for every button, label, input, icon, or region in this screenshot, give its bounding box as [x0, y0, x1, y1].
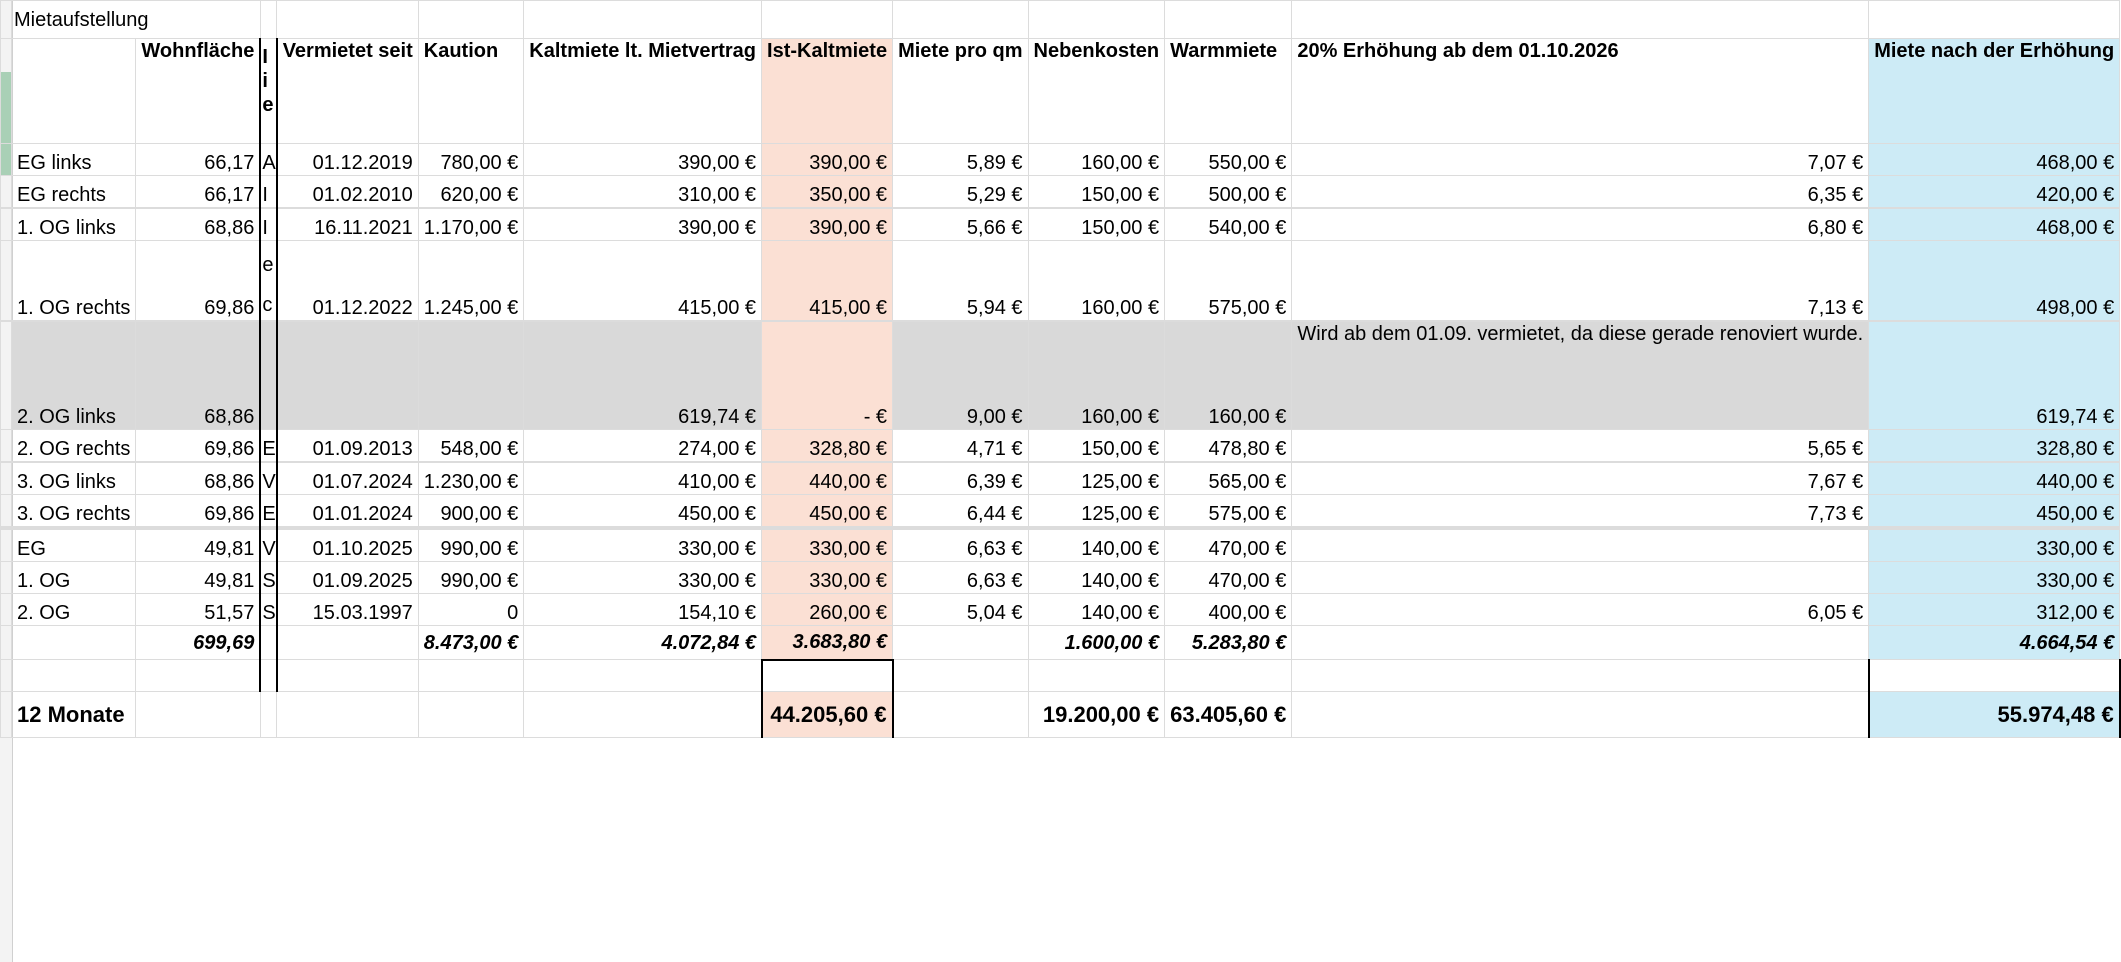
- header-row: [1, 39, 2120, 144]
- cell-kaution[interactable]: 1.245,00 €: [418, 241, 524, 321]
- cell-kaltmiete[interactable]: 390,00 €: [524, 209, 762, 241]
- cell-hidden-column[interactable]: A: [260, 144, 276, 176]
- cell-kaltmiete[interactable]: 390,00 €: [524, 144, 762, 176]
- cell-erhoehung[interactable]: [1292, 562, 1869, 594]
- cell-kaution[interactable]: 0: [418, 594, 524, 626]
- header-erhoehung[interactable]: 20% Erhöhung ab dem 01.10.2026: [1292, 39, 1869, 144]
- cell-hidden-column[interactable]: I: [260, 176, 276, 208]
- totals-row: [1, 626, 2120, 660]
- cell-kaltmiete[interactable]: 330,00 €: [524, 562, 762, 594]
- cell-empty[interactable]: [12, 626, 136, 660]
- unit-label[interactable]: 1. OG rechts: [12, 241, 136, 321]
- cell-vermietet-seit[interactable]: 01.01.2024: [277, 495, 419, 527]
- total-kaution[interactable]: 8.473,00 €: [418, 626, 524, 660]
- cell-erhoehung[interactable]: 7,13 €: [1292, 241, 1869, 321]
- cell-kaution[interactable]: 990,00 €: [418, 530, 524, 562]
- total-nach[interactable]: 4.664,54 €: [1869, 626, 2120, 660]
- cell-miete-pro-qm[interactable]: 4,71 €: [893, 430, 1028, 462]
- cell-vermietet-seit[interactable]: 15.03.1997: [277, 594, 419, 626]
- header-wohnflaeche[interactable]: Wohnfläche: [136, 39, 260, 144]
- cell-miete-pro-qm[interactable]: 6,39 €: [893, 463, 1028, 495]
- cell-miete-nach[interactable]: 330,00 €: [1869, 530, 2120, 562]
- title-row: [1, 1, 2120, 39]
- total-warm[interactable]: 5.283,80 €: [1165, 626, 1292, 660]
- cell-kaltmiete[interactable]: 415,00 €: [524, 241, 762, 321]
- cell-miete-nach[interactable]: 498,00 €: [1869, 241, 2120, 321]
- cell-miete-pro-qm[interactable]: 9,00 €: [893, 322, 1028, 430]
- yearly-nk[interactable]: 19.200,00 €: [1028, 692, 1165, 738]
- cell-ist-kaltmiete[interactable]: 440,00 €: [762, 463, 893, 495]
- total-ist[interactable]: 3.683,80 €: [762, 626, 893, 660]
- cell-hidden-column[interactable]: [260, 322, 276, 430]
- cell-empty[interactable]: [136, 660, 260, 692]
- cell-wohnflaeche[interactable]: 51,57: [136, 594, 260, 626]
- cell-empty[interactable]: [277, 660, 419, 692]
- table-row: [1, 322, 2120, 430]
- cell-erhoehung[interactable]: 7,07 €: [1292, 144, 1869, 176]
- yearly-warm[interactable]: 63.405,60 €: [1165, 692, 1292, 738]
- total-flaeche[interactable]: 699,69: [136, 626, 260, 660]
- cell-erhoehung[interactable]: 5,65 €: [1292, 430, 1869, 462]
- cell-empty[interactable]: [1, 660, 12, 692]
- cell-nebenkosten[interactable]: 140,00 €: [1028, 562, 1165, 594]
- cell-hidden-column[interactable]: e c: [260, 241, 276, 321]
- header-kaltmiete-lt[interactable]: Kaltmiete lt. Mietvertrag: [524, 39, 762, 144]
- cell-miete-pro-qm[interactable]: 5,94 €: [893, 241, 1028, 321]
- table-row: [1, 241, 2120, 321]
- cell-empty[interactable]: [524, 660, 762, 692]
- cell-vermietet-seit[interactable]: 16.11.2021: [277, 209, 419, 241]
- cell-miete-nach[interactable]: 420,00 €: [1869, 176, 2120, 208]
- table-row: [1, 463, 2120, 495]
- cell-miete-nach[interactable]: 328,80 €: [1869, 430, 2120, 462]
- cell-empty[interactable]: [418, 692, 524, 738]
- cell-kaution[interactable]: 1.170,00 €: [418, 209, 524, 241]
- cell-warmmiete[interactable]: 540,00 €: [1165, 209, 1292, 241]
- cell-empty[interactable]: [1, 626, 12, 660]
- cell-vermietet-seit[interactable]: 01.12.2019: [277, 144, 419, 176]
- unit-label[interactable]: 2. OG: [12, 594, 136, 626]
- cell-nebenkosten[interactable]: 125,00 €: [1028, 495, 1165, 527]
- cell-empty[interactable]: [136, 692, 260, 738]
- cell-hidden-column[interactable]: V: [260, 530, 276, 562]
- cell-empty[interactable]: [1165, 660, 1292, 692]
- cell-warmmiete[interactable]: 400,00 €: [1165, 594, 1292, 626]
- cell-miete-nach[interactable]: 468,00 €: [1869, 144, 2120, 176]
- cell-hidden-column[interactable]: E: [260, 430, 276, 462]
- yearly-row: [1, 692, 2120, 738]
- cell-nebenkosten[interactable]: 150,00 €: [1028, 209, 1165, 241]
- cell-kaltmiete[interactable]: 410,00 €: [524, 463, 762, 495]
- cell-empty[interactable]: [418, 660, 524, 692]
- cell-kaution[interactable]: 900,00 €: [418, 495, 524, 527]
- cell-warmmiete[interactable]: 500,00 €: [1165, 176, 1292, 208]
- header-miete-pro-qm[interactable]: Miete pro qm: [893, 39, 1028, 144]
- cell-ist-kaltmiete[interactable]: 390,00 €: [762, 144, 893, 176]
- cell-kaltmiete[interactable]: 274,00 €: [524, 430, 762, 462]
- cell-ist-kaltmiete[interactable]: 328,80 €: [762, 430, 893, 462]
- cell-wohnflaeche[interactable]: 69,86: [136, 430, 260, 462]
- cell-empty[interactable]: [277, 692, 419, 738]
- cell-warmmiete[interactable]: 550,00 €: [1165, 144, 1292, 176]
- table-row: [1, 176, 2120, 208]
- cell-kaution[interactable]: 990,00 €: [418, 562, 524, 594]
- cell-ist-kaltmiete[interactable]: 330,00 €: [762, 562, 893, 594]
- header-vermietet-seit[interactable]: Vermietet seit: [277, 39, 419, 144]
- cell-miete-pro-qm[interactable]: 5,66 €: [893, 209, 1028, 241]
- cell-erhoehung[interactable]: 6,35 €: [1292, 176, 1869, 208]
- table-row: [1, 430, 2120, 462]
- unit-label[interactable]: 1. OG: [12, 562, 136, 594]
- cell-warmmiete[interactable]: 478,80 €: [1165, 430, 1292, 462]
- cell-hidden-column[interactable]: S: [260, 562, 276, 594]
- unit-label[interactable]: 1. OG links: [12, 209, 136, 241]
- unit-label[interactable]: EG rechts: [12, 176, 136, 208]
- unit-label[interactable]: EG: [12, 530, 136, 562]
- cell-kaltmiete[interactable]: 154,10 €: [524, 594, 762, 626]
- cell-kaution[interactable]: 780,00 €: [418, 144, 524, 176]
- cell-wohnflaeche[interactable]: 68,86: [136, 322, 260, 430]
- cell-empty[interactable]: [1292, 660, 1869, 692]
- cell-empty[interactable]: [1869, 660, 2120, 692]
- cell-vermietet-seit[interactable]: 01.02.2010: [277, 176, 419, 208]
- cell-kaltmiete[interactable]: 619,74 €: [524, 322, 762, 430]
- cell-empty[interactable]: [893, 660, 1028, 692]
- cell-ist-kaltmiete[interactable]: 330,00 €: [762, 530, 893, 562]
- cell-empty[interactable]: [1292, 626, 1869, 660]
- cell-hidden-column[interactable]: E: [260, 495, 276, 527]
- unit-label[interactable]: EG links: [12, 144, 136, 176]
- cell-warmmiete[interactable]: 575,00 €: [1165, 495, 1292, 527]
- header-warmmiete[interactable]: Warmmiete: [1165, 39, 1292, 144]
- cell-ist-kaltmiete[interactable]: 350,00 €: [762, 176, 893, 208]
- cell-erhoehung[interactable]: [1292, 530, 1869, 562]
- table-row: [1, 144, 2120, 176]
- cell-wohnflaeche[interactable]: 69,86: [136, 241, 260, 321]
- cell-hidden-column[interactable]: S: [260, 594, 276, 626]
- cell-empty[interactable]: [893, 692, 1028, 738]
- cell-vermietet-seit[interactable]: 01.07.2024: [277, 463, 419, 495]
- spacer-row: [1, 660, 2120, 692]
- cell-erhoehung[interactable]: 6,05 €: [1292, 594, 1869, 626]
- cell-erhoehung[interactable]: 7,73 €: [1292, 495, 1869, 527]
- cell-miete-nach[interactable]: 619,74 €: [1869, 322, 2120, 430]
- cell-empty[interactable]: [893, 626, 1028, 660]
- cell-wohnflaeche[interactable]: 49,81: [136, 530, 260, 562]
- cell-miete-pro-qm[interactable]: 6,63 €: [893, 530, 1028, 562]
- cell-hidden-column[interactable]: V: [260, 463, 276, 495]
- cell-vermietet-seit[interactable]: 01.09.2013: [277, 430, 419, 462]
- table-row: [1, 594, 2120, 626]
- header-ist-kaltmiete[interactable]: Ist-Kaltmiete: [762, 39, 893, 144]
- cell-miete-pro-qm[interactable]: 5,04 €: [893, 594, 1028, 626]
- cell-kaution[interactable]: [418, 322, 524, 430]
- cell-ist-kaltmiete[interactable]: 390,00 €: [762, 209, 893, 241]
- cell-empty[interactable]: [1, 692, 12, 738]
- cell-vermietet-seit[interactable]: 01.10.2025: [277, 530, 419, 562]
- cell-empty[interactable]: [12, 660, 136, 692]
- cell-miete-nach[interactable]: 468,00 €: [1869, 209, 2120, 241]
- header-nebenkosten[interactable]: Nebenkosten: [1028, 39, 1165, 144]
- cell-empty[interactable]: [260, 660, 276, 692]
- table-row: [1, 530, 2120, 562]
- cell-kaution[interactable]: 548,00 €: [418, 430, 524, 462]
- cell-wohnflaeche[interactable]: 68,86: [136, 463, 260, 495]
- unit-label[interactable]: 3. OG links: [12, 463, 136, 495]
- cell-miete-nach[interactable]: 312,00 €: [1869, 594, 2120, 626]
- cell-erhoehung[interactable]: 6,80 €: [1292, 209, 1869, 241]
- cell-kaltmiete[interactable]: 450,00 €: [524, 495, 762, 527]
- cell-ist-kaltmiete[interactable]: 260,00 €: [762, 594, 893, 626]
- total-nk[interactable]: 1.600,00 €: [1028, 626, 1165, 660]
- cell-miete-nach[interactable]: 330,00 €: [1869, 562, 2120, 594]
- cell-ist-kaltmiete[interactable]: 450,00 €: [762, 495, 893, 527]
- header-miete-nach[interactable]: Miete nach der Erhöhung: [1869, 39, 2120, 144]
- cell-miete-pro-qm[interactable]: 6,63 €: [893, 562, 1028, 594]
- cell-nebenkosten[interactable]: 140,00 €: [1028, 530, 1165, 562]
- cell-kaltmiete[interactable]: 310,00 €: [524, 176, 762, 208]
- cell-vermietet-seit[interactable]: 01.09.2025: [277, 562, 419, 594]
- cell-warmmiete[interactable]: 160,00 €: [1165, 322, 1292, 430]
- cell-wohnflaeche[interactable]: 68,86: [136, 209, 260, 241]
- cell-nebenkosten[interactable]: 150,00 €: [1028, 176, 1165, 208]
- cell-miete-pro-qm[interactable]: 6,44 €: [893, 495, 1028, 527]
- total-kalt[interactable]: 4.072,84 €: [524, 626, 762, 660]
- cell-ist-kaltmiete[interactable]: - €: [762, 322, 893, 430]
- cell-ist-kaltmiete[interactable]: 415,00 €: [762, 241, 893, 321]
- table-row: [1, 495, 2120, 527]
- cell-miete-pro-qm[interactable]: 5,29 €: [893, 176, 1028, 208]
- header-kaution[interactable]: Kaution: [418, 39, 524, 144]
- cell-warmmiete[interactable]: 575,00 €: [1165, 241, 1292, 321]
- cell-warmmiete[interactable]: 565,00 €: [1165, 463, 1292, 495]
- cell-empty[interactable]: [277, 626, 419, 660]
- cell-warmmiete[interactable]: 470,00 €: [1165, 562, 1292, 594]
- cell-empty[interactable]: [260, 626, 276, 660]
- header-hidden-column[interactable]: I i e: [260, 39, 276, 144]
- cell-nebenkosten[interactable]: 140,00 €: [1028, 594, 1165, 626]
- cell-empty[interactable]: [524, 692, 762, 738]
- cell-empty[interactable]: [1028, 660, 1165, 692]
- cell-wohnflaeche[interactable]: 49,81: [136, 562, 260, 594]
- cell-wohnflaeche[interactable]: 69,86: [136, 495, 260, 527]
- cell-nebenkosten[interactable]: 160,00 €: [1028, 322, 1165, 430]
- unit-label[interactable]: 2. OG links: [12, 322, 136, 430]
- cell-wohnflaeche[interactable]: 66,17: [136, 144, 260, 176]
- cell-empty[interactable]: [260, 692, 276, 738]
- cell-nebenkosten[interactable]: 150,00 €: [1028, 430, 1165, 462]
- table-row: [1, 562, 2120, 594]
- cell-kaution[interactable]: 620,00 €: [418, 176, 524, 208]
- yearly-nach[interactable]: 55.974,48 €: [1869, 692, 2120, 738]
- cell-empty[interactable]: [762, 660, 893, 692]
- cell-nebenkosten[interactable]: 125,00 €: [1028, 463, 1165, 495]
- cell-vermietet-seit[interactable]: [277, 322, 419, 430]
- cell-empty[interactable]: [1292, 692, 1869, 738]
- cell-kaltmiete[interactable]: 330,00 €: [524, 530, 762, 562]
- cell-miete-nach[interactable]: 440,00 €: [1869, 463, 2120, 495]
- cell-miete-pro-qm[interactable]: 5,89 €: [893, 144, 1028, 176]
- cell-vermietet-seit[interactable]: 01.12.2022: [277, 241, 419, 321]
- cell-wohnflaeche[interactable]: 66,17: [136, 176, 260, 208]
- cell-hidden-column[interactable]: I: [260, 209, 276, 241]
- cell-kaution[interactable]: 1.230,00 €: [418, 463, 524, 495]
- cell-miete-nach[interactable]: 450,00 €: [1869, 495, 2120, 527]
- yearly-ist[interactable]: 44.205,60 €: [762, 692, 893, 738]
- cell-nebenkosten[interactable]: 160,00 €: [1028, 144, 1165, 176]
- unit-label[interactable]: 3. OG rechts: [12, 495, 136, 527]
- unit-label[interactable]: 2. OG rechts: [12, 430, 136, 462]
- cell-warmmiete[interactable]: 470,00 €: [1165, 530, 1292, 562]
- yearly-label[interactable]: 12 Monate: [12, 692, 136, 738]
- cell-erhoehung[interactable]: Wird ab dem 01.09. vermietet, da diese gerade renoviert wurde.: [1292, 322, 1869, 430]
- cell-erhoehung[interactable]: 7,67 €: [1292, 463, 1869, 495]
- sheet-title[interactable]: Mietaufstellung: [12, 1, 261, 39]
- table-row: [1, 209, 2120, 241]
- cell-nebenkosten[interactable]: 160,00 €: [1028, 241, 1165, 321]
